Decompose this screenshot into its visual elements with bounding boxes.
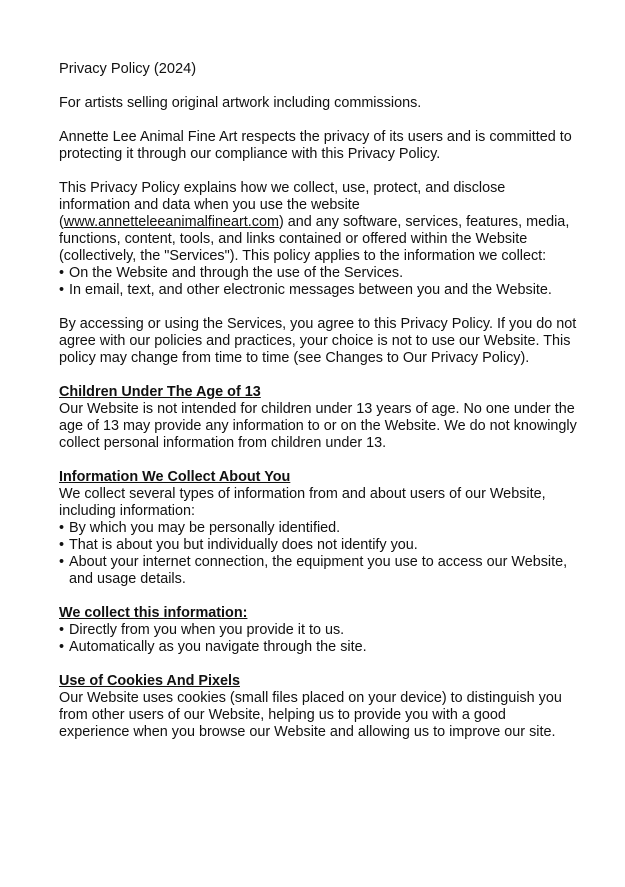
cookies-text: Our Website uses cookies (small files placed on your device) to distinguish you from other users of our Website, helping us to provide you with a good experience when you browse our Website and allowing us to improve our site. (59, 690, 562, 740)
list-item: • Automatically as you navigate through the site. (59, 639, 579, 656)
how-collect-section (59, 605, 579, 656)
applies-list (59, 265, 579, 299)
list-item: • Directly from you when you provide it to us. (59, 622, 579, 639)
privacy-policy-document (59, 61, 579, 758)
page-title: Privacy Policy (2024) (59, 61, 197, 77)
website-link[interactable]: www.annetteleeanimalfineart.com (63, 214, 279, 230)
explains-section (59, 180, 579, 299)
explains-paragraph (59, 180, 579, 265)
explains-before-link: This Privacy Policy explains how we collect, use, protect, and disclose information and data when you use the website ( (59, 180, 506, 230)
info-collect-section (59, 469, 579, 588)
subtitle: For artists selling original artwork including commissions. (59, 95, 422, 111)
how-collect-list (59, 622, 579, 656)
cookies-section (59, 673, 579, 741)
list-item: • In email, text, and other electronic messages between you and the Website. (59, 282, 579, 299)
how-collect-heading: We collect this information: (59, 605, 248, 621)
list-item: • That is about you but individually does not identify you. (59, 537, 579, 554)
children-text: Our Website is not intended for children under 13 years of age. No one under the age of 13 may provide any information to or on the Website. We do not knowingly collect personal information from children under 13. (59, 401, 577, 451)
explains-after-link: ) and any software, services, features, media, functions, content, tools, and links contained or offered within the Website (collectively, the "Services"). This policy applies to the information we collect: (59, 214, 570, 264)
agreement-paragraph: By accessing or using the Services, you agree to this Privacy Policy. If you do not agree with our policies and practices, your choice is not to use our Website. This policy may change from time to time (see Changes to Our Privacy Policy). (59, 316, 577, 366)
info-collect-text: We collect several types of information from and about users of our Website, including information: (59, 486, 546, 519)
list-item: • On the Website and through the use of the Services. (59, 265, 579, 282)
info-collect-heading: Information We Collect About You (59, 469, 291, 485)
children-heading: Children Under The Age of 13 (59, 384, 261, 400)
list-item: • About your internet connection, the equipment you use to access our Website, and usage details. (59, 554, 579, 588)
list-item: • By which you may be personally identified. (59, 520, 579, 537)
children-section (59, 384, 579, 452)
intro-paragraph: Annette Lee Animal Fine Art respects the privacy of its users and is committed to protecting it through our compliance with this Privacy Policy. (59, 129, 572, 162)
info-collect-list (59, 520, 579, 588)
cookies-heading: Use of Cookies And Pixels (59, 673, 240, 689)
